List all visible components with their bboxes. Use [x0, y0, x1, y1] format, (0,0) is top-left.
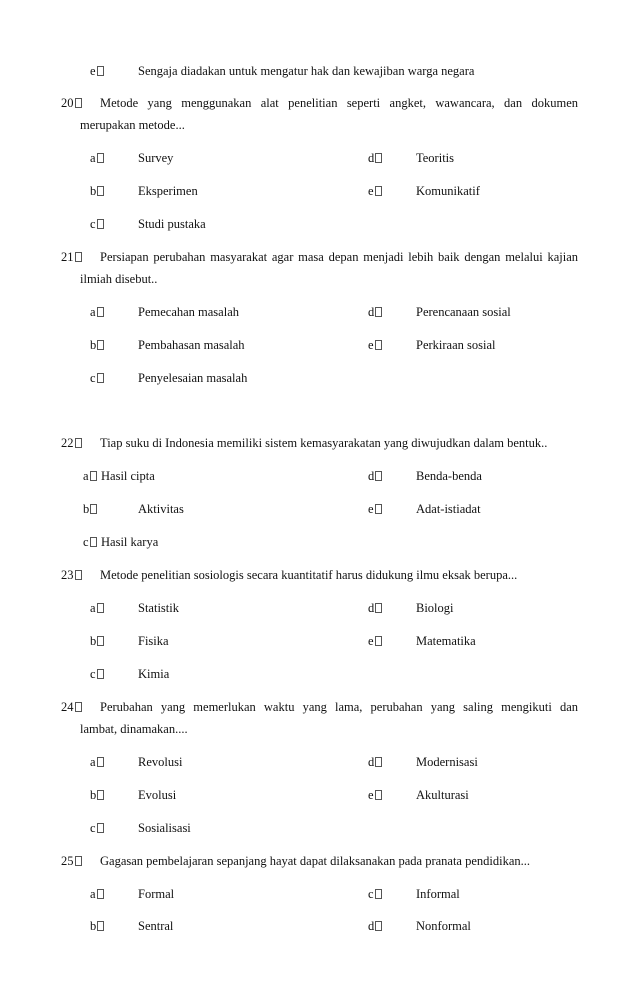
- question-text: Metode yang menggunakan alat penelitian seperti angket, wawancara, dan dokumen: [100, 96, 578, 110]
- bullet-box-icon: [375, 636, 382, 646]
- option-text: Statistik: [138, 601, 179, 615]
- option-text: Adat-istiadat: [416, 502, 481, 516]
- option-text: Teoritis: [416, 151, 455, 165]
- option-letter: d: [368, 468, 382, 484]
- bullet-box-icon: [97, 889, 104, 899]
- bullet-box-icon: [375, 757, 382, 767]
- option-letter: e: [368, 337, 382, 353]
- bullet-box-icon: [75, 570, 82, 580]
- bullet-box-icon: [97, 340, 104, 350]
- question-text: Persiapan perubahan masyarakat agar masa depan menjadi lebih baik dengan melalui kajian: [100, 250, 578, 264]
- bullet-box-icon: [97, 153, 104, 163]
- option-letter: d: [368, 918, 382, 934]
- bullet-box-icon: [75, 856, 82, 866]
- option-letter: e: [368, 501, 382, 517]
- bullet-box-icon: [375, 153, 382, 163]
- option-text: Penyelesaian masalah: [138, 371, 248, 385]
- option-text: Survey: [138, 151, 174, 165]
- option-text: Sosialisasi: [138, 821, 191, 835]
- option-text: Perkiraan sosial: [416, 338, 496, 352]
- option-letter: c: [90, 370, 104, 386]
- bullet-box-icon: [97, 636, 104, 646]
- question-number: 24: [61, 699, 82, 715]
- option-text: Pemecahan masalah: [138, 305, 239, 319]
- option-letter: c: [90, 820, 104, 836]
- option-text: Benda-benda: [416, 469, 482, 483]
- question-text: Tiap suku di Indonesia memiliki sistem kemasyarakatan yang diwujudkan dalam bentuk..: [100, 436, 548, 450]
- bullet-box-icon: [97, 186, 104, 196]
- question-number: 20: [61, 95, 82, 111]
- question-text: Metode penelitian sosiologis secara kuantitatif harus didukung ilmu eksak berupa...: [100, 568, 518, 582]
- option-letter: b: [90, 918, 104, 934]
- option-text: Biologi: [416, 601, 454, 615]
- bullet-box-icon: [97, 603, 104, 613]
- bullet-box-icon: [97, 757, 104, 767]
- option-letter: c: [90, 216, 104, 232]
- bullet-box-icon: [375, 340, 382, 350]
- bullet-box-icon: [90, 537, 97, 547]
- bullet-box-icon: [90, 504, 97, 514]
- option-letter: b: [90, 633, 104, 649]
- question-text: Perubahan yang memerlukan waktu yang lama, perubahan yang saling mengikuti dan: [100, 700, 578, 714]
- option-letter: b: [90, 183, 104, 199]
- bullet-box-icon: [375, 186, 382, 196]
- option-text: Hasil karya: [101, 535, 159, 549]
- option-letter: d: [368, 150, 382, 166]
- bullet-box-icon: [97, 219, 104, 229]
- option-letter: a: [90, 600, 104, 616]
- question-number: 23: [61, 567, 82, 583]
- option-letter: e: [90, 63, 104, 79]
- option-letter: b: [90, 787, 104, 803]
- bullet-box-icon: [375, 504, 382, 514]
- option-letter: d: [368, 304, 382, 320]
- option-letter: a: [90, 150, 104, 166]
- bullet-box-icon: [375, 921, 382, 931]
- option-letter: a: [90, 304, 104, 320]
- option-letter: e: [368, 633, 382, 649]
- question-text: ilmiah disebut..: [80, 272, 158, 286]
- bullet-box-icon: [97, 823, 104, 833]
- bullet-box-icon: [97, 373, 104, 383]
- bullet-box-icon: [97, 307, 104, 317]
- question-number: 22: [61, 435, 82, 451]
- option-text: Pembahasan masalah: [138, 338, 245, 352]
- option-text: Komunikatif: [416, 184, 480, 198]
- option-text: Perencanaan sosial: [416, 305, 511, 319]
- bullet-box-icon: [97, 66, 104, 76]
- bullet-box-icon: [90, 471, 97, 481]
- option-text: Akulturasi: [416, 788, 469, 802]
- bullet-box-icon: [375, 307, 382, 317]
- question-number: 21: [61, 249, 82, 265]
- option-text: Hasil cipta: [101, 469, 155, 483]
- option-text: Revolusi: [138, 755, 183, 769]
- bullet-box-icon: [375, 603, 382, 613]
- option-text: Nonformal: [416, 919, 471, 933]
- bullet-box-icon: [97, 921, 104, 931]
- option-text: Fisika: [138, 634, 169, 648]
- option-text: Eksperimen: [138, 184, 198, 198]
- option-text: Evolusi: [138, 788, 177, 802]
- bullet-box-icon: [97, 669, 104, 679]
- bullet-box-icon: [75, 438, 82, 448]
- option-text: Formal: [138, 887, 175, 901]
- option-text: Modernisasi: [416, 755, 478, 769]
- bullet-box-icon: [375, 790, 382, 800]
- option-letter: a: [90, 886, 104, 902]
- option-text: Matematika: [416, 634, 476, 648]
- option-letter: e: [368, 183, 382, 199]
- option-text: Sentral: [138, 919, 174, 933]
- option-letter: c: [83, 534, 97, 550]
- option-text: Kimia: [138, 667, 170, 681]
- question-number: 25: [61, 853, 82, 869]
- option-letter: b: [90, 337, 104, 353]
- option-text: Studi pustaka: [138, 217, 206, 231]
- bullet-box-icon: [375, 889, 382, 899]
- option-text: Sengaja diadakan untuk mengatur hak dan kewajiban warga negara: [138, 64, 475, 78]
- option-letter: b: [83, 501, 97, 517]
- option-letter: d: [368, 754, 382, 770]
- bullet-box-icon: [97, 790, 104, 800]
- option-letter: a: [90, 754, 104, 770]
- option-letter: e: [368, 787, 382, 803]
- bullet-box-icon: [375, 471, 382, 481]
- question-text: merupakan metode...: [80, 118, 185, 132]
- option-letter: c: [90, 666, 104, 682]
- question-text: Gagasan pembelajaran sepanjang hayat dapat dilaksanakan pada pranata pendidikan...: [100, 854, 531, 868]
- option-text: Informal: [416, 887, 460, 901]
- option-letter: c: [368, 886, 382, 902]
- option-letter: a: [83, 468, 97, 484]
- option-text: Aktivitas: [138, 502, 184, 516]
- option-letter: d: [368, 600, 382, 616]
- question-text: lambat, dinamakan....: [80, 722, 188, 736]
